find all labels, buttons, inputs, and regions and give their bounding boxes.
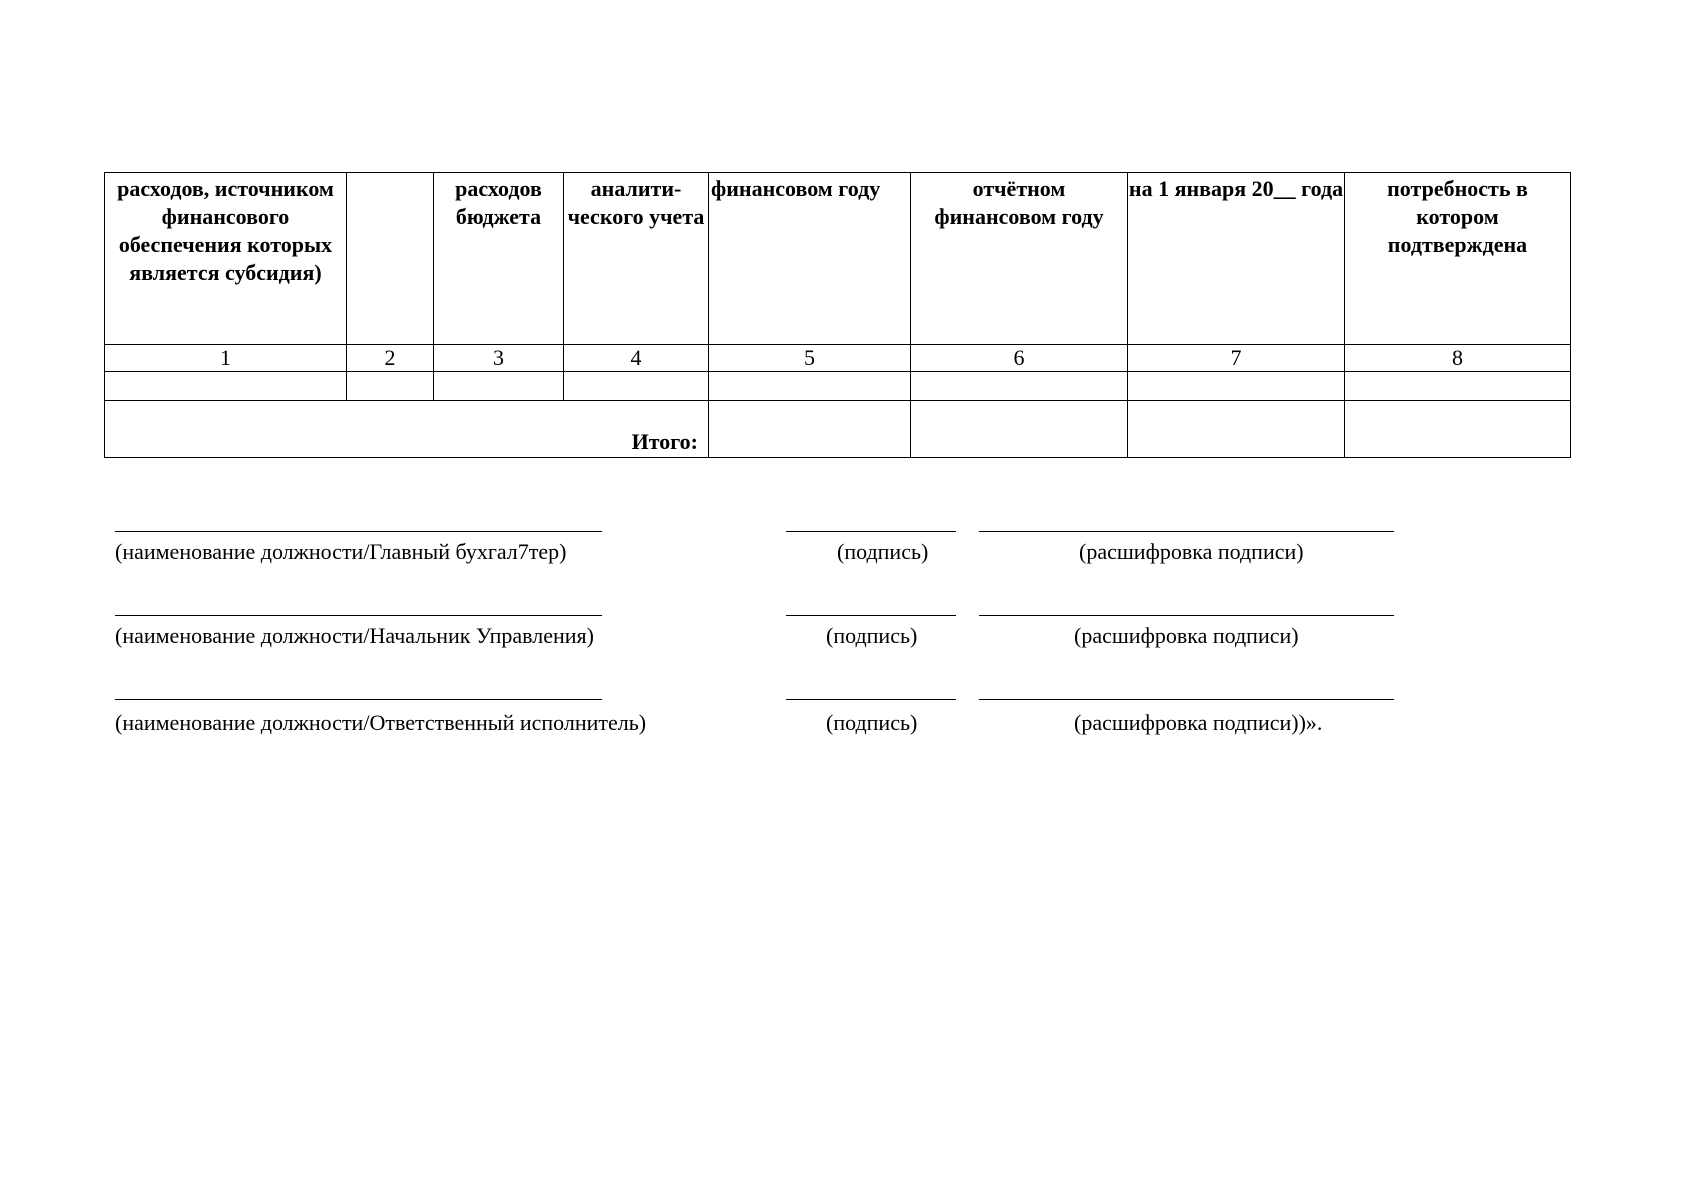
signature-line (786, 615, 956, 616)
column-number: 7 (1128, 345, 1345, 372)
header-cell-5: финансовом году (709, 173, 911, 345)
header-cell-4: аналити-ческого учета (564, 173, 709, 345)
header-cell-6: отчётном финансовом году (911, 173, 1128, 345)
position-caption: (наименование должности/Главный бухгал7тер) (115, 539, 567, 564)
decoding-caption: (расшифровка подписи) (1079, 539, 1304, 564)
decoding-caption: (расшифровка подписи) (1074, 623, 1299, 648)
total-label: Итого: (105, 401, 709, 458)
signature-caption: (подпись) (826, 623, 918, 648)
signature-line (786, 531, 956, 532)
decoding-line (979, 531, 1394, 532)
empty-cell (105, 372, 347, 401)
position-line (115, 615, 602, 616)
column-number: 5 (709, 345, 911, 372)
position-caption: (наименование должности/Начальник Управления) (115, 623, 594, 648)
header-cell-3: расходов бюджета (434, 173, 564, 345)
signature-caption: (подпись) (837, 539, 929, 564)
total-cell (1345, 401, 1571, 458)
total-row (105, 401, 1571, 458)
header-cell-2 (347, 173, 434, 345)
total-cell (911, 401, 1128, 458)
decoding-line (979, 699, 1394, 700)
table-header-row (105, 173, 1571, 345)
column-number-row (105, 345, 1571, 372)
column-number: 1 (105, 345, 347, 372)
column-number: 4 (564, 345, 709, 372)
column-number: 3 (434, 345, 564, 372)
header-cell-1: расходов, источником финансового обеспечения которых является субсидия) (105, 173, 347, 345)
signature-line (786, 699, 956, 700)
report-table (104, 172, 1571, 458)
column-number: 2 (347, 345, 434, 372)
empty-cell (709, 372, 911, 401)
header-cell-8: потребность в котором подтверждена (1345, 173, 1571, 345)
signature-row-head-of-department (0, 615, 1698, 675)
empty-cell (1128, 372, 1345, 401)
empty-cell (564, 372, 709, 401)
total-cell (1128, 401, 1345, 458)
position-line (115, 531, 602, 532)
header-cell-7: на 1 января 20__ года (1128, 173, 1345, 345)
decoding-line (979, 615, 1394, 616)
empty-cell (911, 372, 1128, 401)
signature-caption: (подпись) (826, 710, 918, 735)
column-number: 8 (1345, 345, 1571, 372)
position-line (115, 699, 602, 700)
empty-cell (1345, 372, 1571, 401)
empty-data-row (105, 372, 1571, 401)
decoding-caption: (расшифровка подписи))». (1074, 710, 1323, 735)
empty-cell (347, 372, 434, 401)
total-cell (709, 401, 911, 458)
signature-row-executor (0, 699, 1698, 759)
column-number: 6 (911, 345, 1128, 372)
signature-row-chief-accountant (0, 531, 1698, 591)
empty-cell (434, 372, 564, 401)
position-caption: (наименование должности/Ответственный исполнитель) (115, 710, 647, 735)
